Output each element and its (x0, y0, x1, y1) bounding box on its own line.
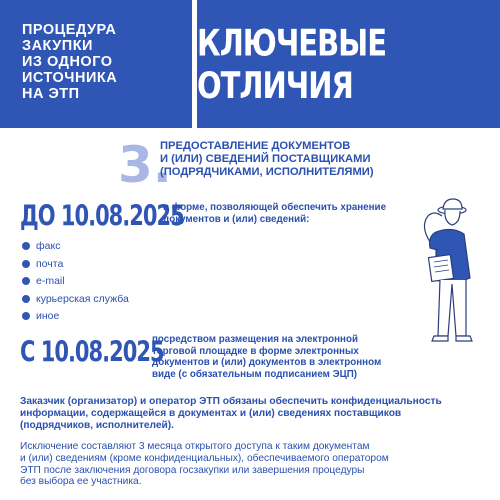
desc-line: посредством размещения на электронной (152, 334, 358, 345)
list-item (20, 310, 129, 328)
list-item (20, 240, 129, 258)
exception-note (20, 441, 490, 488)
note-line: и (или) сведениям (кроме конфиденциальных), обеспечиваемого оператором (20, 452, 389, 464)
list-item (20, 258, 129, 276)
bullet-icon (22, 312, 30, 320)
note-line: Исключение составляют 3 месяца открытого доступа к таким документам (20, 441, 370, 452)
section-title (160, 140, 420, 179)
title-line: НА ЭТП (22, 86, 80, 102)
person-illustration (400, 196, 492, 346)
title-box (0, 0, 192, 128)
section-number: 3. (118, 136, 172, 194)
title-line: ЗАКУПКИ (22, 38, 93, 54)
date-before: ДО 10.08.2025 (20, 200, 184, 233)
channels-list (20, 240, 129, 328)
note-line: Заказчик (организатор) и оператор ЭТП обязаны обеспечить конфиденциальность (20, 396, 442, 407)
section-title-line: (ПОДРЯДЧИКАМИ, ИСПОЛНИТЕЛЯМИ) (160, 166, 374, 178)
title-line: ИСТОЧНИКА (22, 70, 118, 86)
title-line: ПРОЦЕДУРА (22, 22, 117, 38)
list-item-label: курьерская служба (36, 292, 129, 305)
bullet-icon (22, 260, 30, 268)
desc-line: виде (с обязательным подписанием ЭЦП) (152, 368, 358, 380)
after-description (152, 334, 381, 380)
before-description (163, 202, 386, 225)
bullet-icon (22, 277, 30, 285)
desc-line: в форме, позволяющей обеспечить хранение (163, 202, 387, 213)
date-after: С 10.08.2025 (20, 336, 164, 369)
section-title-line: ПРЕДОСТАВЛЕНИЕ ДОКУМЕНТОВ (160, 140, 351, 152)
desc-line: документов и (или) документов в электронном (152, 357, 382, 368)
desc-line: документов и (или) сведений: (163, 213, 310, 225)
title-line: ИЗ ОДНОГО (22, 54, 113, 70)
bullet-icon (22, 295, 30, 303)
list-item-label: иное (36, 310, 60, 322)
note-line: ЭТП после заключения договора госзакупки или завершения процедуры (20, 464, 365, 476)
list-item-label: факс (36, 240, 61, 252)
key-differences-heading: КЛЮЧЕВЫЕ ОТЛИЧИЯ (197, 21, 387, 107)
procedure-title (22, 22, 172, 102)
list-item-label: e-mail (36, 275, 65, 287)
list-item-label: почта (36, 257, 64, 270)
list-item (20, 275, 129, 293)
note-line: (подрядчиков, исполнителей). (20, 419, 174, 431)
header (0, 0, 500, 130)
section-title-line: И (ИЛИ) СВЕДЕНИЙ ПОСТАВЩИКАМИ (160, 153, 371, 165)
confidentiality-note (20, 396, 490, 431)
note-line: без выбора ее участника. (20, 476, 142, 488)
heading-box (197, 0, 500, 128)
note-line: информации, содержащейся в документах и (или) сведениях поставщиков (20, 407, 402, 419)
bullet-icon (22, 242, 30, 250)
list-item (20, 293, 129, 311)
desc-line: торговой площадке в форме электронных (152, 345, 359, 357)
